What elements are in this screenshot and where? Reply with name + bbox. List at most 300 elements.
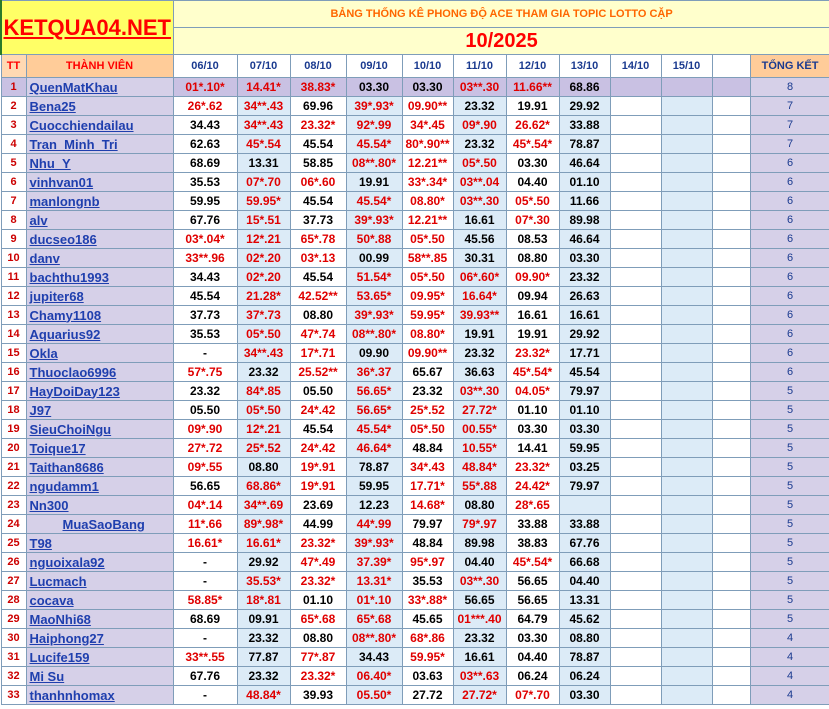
empty-cell bbox=[661, 363, 712, 382]
empty-cell bbox=[661, 686, 712, 705]
header-date: 08/10 bbox=[290, 55, 346, 78]
prediction-cell: 04*.14 bbox=[173, 496, 237, 515]
prediction-cell: 24*.42 bbox=[290, 439, 346, 458]
prediction-cell: 45.54 bbox=[290, 420, 346, 439]
prediction-cell: 55*.88 bbox=[453, 477, 506, 496]
row-number: 31 bbox=[1, 648, 26, 667]
total-score: 7 bbox=[750, 135, 829, 154]
prediction-cell: 01*.10* bbox=[173, 78, 237, 97]
prediction-cell: 29.92 bbox=[237, 553, 290, 572]
table-row bbox=[1, 97, 829, 116]
member-name-link[interactable]: Chamy1108 bbox=[26, 306, 173, 325]
prediction-cell: 53.65* bbox=[346, 287, 402, 306]
member-name-link[interactable]: Toique17 bbox=[26, 439, 173, 458]
prediction-cell: 39.93 bbox=[290, 686, 346, 705]
prediction-cell: 89.98 bbox=[453, 534, 506, 553]
empty-cell bbox=[610, 344, 661, 363]
total-score: 5 bbox=[750, 572, 829, 591]
table-row bbox=[1, 325, 829, 344]
prediction-cell: 04.05* bbox=[506, 382, 559, 401]
prediction-cell: 23.32 bbox=[173, 382, 237, 401]
empty-cell bbox=[661, 477, 712, 496]
empty-cell bbox=[661, 116, 712, 135]
row-number: 14 bbox=[1, 325, 26, 344]
spacer-cell bbox=[712, 192, 750, 211]
prediction-cell: 35.53 bbox=[173, 325, 237, 344]
prediction-cell: 03.25 bbox=[559, 458, 610, 477]
prediction-cell: 47*.49 bbox=[290, 553, 346, 572]
row-number: 18 bbox=[1, 401, 26, 420]
empty-cell bbox=[610, 686, 661, 705]
prediction-cell: 03.30 bbox=[402, 78, 453, 97]
prediction-cell: 45.54 bbox=[559, 363, 610, 382]
prediction-cell: 23.32 bbox=[453, 344, 506, 363]
row-number: 25 bbox=[1, 534, 26, 553]
total-score: 4 bbox=[750, 686, 829, 705]
total-score: 5 bbox=[750, 401, 829, 420]
prediction-cell: 05*.50 bbox=[506, 192, 559, 211]
header-spacer bbox=[712, 55, 750, 78]
prediction-cell: 03**.30 bbox=[453, 78, 506, 97]
header-member: THÀNH VIÊN bbox=[26, 55, 173, 78]
prediction-cell: 35.53 bbox=[402, 572, 453, 591]
prediction-cell: 23.32* bbox=[290, 534, 346, 553]
table-row bbox=[1, 420, 829, 439]
prediction-cell: 23.32* bbox=[290, 667, 346, 686]
empty-cell bbox=[661, 496, 712, 515]
prediction-cell: 16.61* bbox=[237, 534, 290, 553]
empty-cell bbox=[661, 534, 712, 553]
prediction-cell: 01.10 bbox=[290, 591, 346, 610]
prediction-cell: 02*.20 bbox=[237, 249, 290, 268]
spacer-cell bbox=[712, 287, 750, 306]
prediction-cell: 27.72 bbox=[402, 686, 453, 705]
spacer-cell bbox=[712, 477, 750, 496]
prediction-cell: 45.54 bbox=[173, 287, 237, 306]
empty-cell bbox=[661, 325, 712, 344]
prediction-cell: 27.72* bbox=[453, 686, 506, 705]
member-name-link[interactable]: Haiphong27 bbox=[26, 629, 173, 648]
total-score: 5 bbox=[750, 458, 829, 477]
prediction-cell: 69.96 bbox=[290, 97, 346, 116]
prediction-cell: 45*.54* bbox=[506, 135, 559, 154]
total-score: 7 bbox=[750, 116, 829, 135]
prediction-cell: 59.95* bbox=[402, 306, 453, 325]
prediction-cell: 23.32 bbox=[237, 629, 290, 648]
prediction-cell: 08.80* bbox=[402, 192, 453, 211]
prediction-cell: 36.63 bbox=[453, 363, 506, 382]
prediction-cell: 79.97 bbox=[559, 382, 610, 401]
prediction-cell: 45*.54* bbox=[506, 553, 559, 572]
empty-cell bbox=[661, 306, 712, 325]
prediction-cell: 67.76 bbox=[173, 667, 237, 686]
row-number: 16 bbox=[1, 363, 26, 382]
empty-cell bbox=[610, 553, 661, 572]
prediction-cell: 65*.78 bbox=[290, 230, 346, 249]
prediction-cell: 34**.69 bbox=[237, 496, 290, 515]
prediction-cell: 50*.88 bbox=[346, 230, 402, 249]
total-score: 5 bbox=[750, 591, 829, 610]
prediction-cell: 65*.68 bbox=[346, 610, 402, 629]
empty-cell bbox=[610, 458, 661, 477]
spacer-cell bbox=[712, 420, 750, 439]
prediction-cell: 65.67 bbox=[402, 363, 453, 382]
prediction-cell: 33.88 bbox=[559, 515, 610, 534]
table-row bbox=[1, 572, 829, 591]
empty-cell bbox=[610, 135, 661, 154]
prediction-cell: 03.30 bbox=[559, 686, 610, 705]
member-name-link[interactable]: Lucmach bbox=[26, 572, 173, 591]
empty-cell bbox=[610, 401, 661, 420]
member-name-link[interactable]: MuaSaoBang bbox=[26, 515, 173, 534]
prediction-cell: 34.43 bbox=[173, 116, 237, 135]
member-name-link[interactable]: jupiter68 bbox=[26, 287, 173, 306]
prediction-cell: 45*.54 bbox=[237, 135, 290, 154]
empty-cell bbox=[661, 420, 712, 439]
row-number: 17 bbox=[1, 382, 26, 401]
empty-cell bbox=[610, 610, 661, 629]
row-number: 11 bbox=[1, 268, 26, 287]
prediction-cell: 47*.74 bbox=[290, 325, 346, 344]
total-score: 6 bbox=[750, 192, 829, 211]
table-row bbox=[1, 135, 829, 154]
member-name-link[interactable]: cocava bbox=[26, 591, 173, 610]
empty-cell bbox=[610, 667, 661, 686]
row-number: 19 bbox=[1, 420, 26, 439]
prediction-cell: 37.39* bbox=[346, 553, 402, 572]
table-row bbox=[1, 268, 829, 287]
total-score: 8 bbox=[750, 78, 829, 97]
empty-cell bbox=[661, 344, 712, 363]
prediction-cell: 35.53 bbox=[173, 173, 237, 192]
prediction-cell: 05*.50 bbox=[402, 420, 453, 439]
prediction-cell: 48.84* bbox=[453, 458, 506, 477]
empty-cell bbox=[610, 382, 661, 401]
member-name-link[interactable]: HayDoiDay123 bbox=[26, 382, 173, 401]
prediction-cell: 68.69 bbox=[173, 154, 237, 173]
prediction-cell: 08.80 bbox=[453, 496, 506, 515]
spacer-cell bbox=[712, 249, 750, 268]
member-name-link[interactable]: Tran_Minh_Tri bbox=[26, 135, 173, 154]
total-score: 5 bbox=[750, 420, 829, 439]
empty-cell bbox=[661, 439, 712, 458]
spacer-cell bbox=[712, 591, 750, 610]
prediction-cell: 23.32* bbox=[506, 458, 559, 477]
prediction-cell: 39*.93* bbox=[346, 97, 402, 116]
table-row bbox=[1, 610, 829, 629]
prediction-cell: 34*.45 bbox=[402, 116, 453, 135]
prediction-cell: 95*.97 bbox=[402, 553, 453, 572]
member-name-link[interactable]: vinhvan01 bbox=[26, 173, 173, 192]
prediction-cell: 46.64* bbox=[346, 439, 402, 458]
spacer-cell bbox=[712, 515, 750, 534]
empty-cell bbox=[610, 211, 661, 230]
prediction-cell: 16.61 bbox=[506, 306, 559, 325]
prediction-cell: 59.95 bbox=[173, 192, 237, 211]
member-name-link[interactable]: T98 bbox=[26, 534, 173, 553]
total-score: 6 bbox=[750, 211, 829, 230]
empty-cell bbox=[661, 97, 712, 116]
total-score: 5 bbox=[750, 610, 829, 629]
table-row bbox=[1, 173, 829, 192]
prediction-cell: 68.69 bbox=[173, 610, 237, 629]
prediction-cell: 16.61 bbox=[559, 306, 610, 325]
empty-cell bbox=[610, 439, 661, 458]
prediction-cell: 37.73 bbox=[290, 211, 346, 230]
empty-cell bbox=[661, 173, 712, 192]
spacer-cell bbox=[712, 439, 750, 458]
table-row bbox=[1, 534, 829, 553]
member-name-link[interactable]: Lucife159 bbox=[26, 648, 173, 667]
prediction-cell: 07*.70 bbox=[506, 686, 559, 705]
empty-cell bbox=[610, 230, 661, 249]
prediction-cell: 08.80* bbox=[402, 325, 453, 344]
total-score: 7 bbox=[750, 97, 829, 116]
spacer-cell bbox=[712, 534, 750, 553]
row-number: 13 bbox=[1, 306, 26, 325]
prediction-cell: 57*.75 bbox=[173, 363, 237, 382]
prediction-cell: 12.23 bbox=[346, 496, 402, 515]
member-name-link[interactable]: Taithan8686 bbox=[26, 458, 173, 477]
spacer-cell bbox=[712, 629, 750, 648]
prediction-cell: 01.10 bbox=[559, 173, 610, 192]
spacer-cell bbox=[712, 306, 750, 325]
empty-cell bbox=[610, 420, 661, 439]
table-row bbox=[1, 496, 829, 515]
prediction-cell: 10.55* bbox=[453, 439, 506, 458]
empty-cell bbox=[661, 610, 712, 629]
header-date: 10/10 bbox=[402, 55, 453, 78]
row-number: 20 bbox=[1, 439, 26, 458]
prediction-cell: 23.32* bbox=[290, 116, 346, 135]
prediction-cell: 62.63 bbox=[173, 135, 237, 154]
total-score: 6 bbox=[750, 325, 829, 344]
total-score: 5 bbox=[750, 534, 829, 553]
header-date: 07/10 bbox=[237, 55, 290, 78]
prediction-cell: 35.53* bbox=[237, 572, 290, 591]
prediction-cell: 12*.21 bbox=[237, 230, 290, 249]
site-logo[interactable]: KETQUA04.NET bbox=[1, 1, 173, 55]
prediction-cell: 23.32 bbox=[237, 363, 290, 382]
prediction-cell: 37*.73 bbox=[237, 306, 290, 325]
spacer-cell bbox=[712, 382, 750, 401]
prediction-cell: 08**.80* bbox=[346, 154, 402, 173]
prediction-cell: 59.95 bbox=[559, 439, 610, 458]
empty-cell bbox=[610, 591, 661, 610]
prediction-cell: 67.76 bbox=[559, 534, 610, 553]
member-name-link[interactable]: manlongnb bbox=[26, 192, 173, 211]
table-row bbox=[1, 629, 829, 648]
member-name-link[interactable]: QuenMatKhau bbox=[26, 78, 173, 97]
prediction-cell: 03.30 bbox=[559, 249, 610, 268]
prediction-cell: 58.85 bbox=[290, 154, 346, 173]
prediction-cell: 13.31 bbox=[559, 591, 610, 610]
table-row bbox=[1, 344, 829, 363]
prediction-cell: 79*.97 bbox=[453, 515, 506, 534]
row-number: 5 bbox=[1, 154, 26, 173]
member-name-link[interactable]: ngudamm1 bbox=[26, 477, 173, 496]
prediction-cell: 04.40 bbox=[559, 572, 610, 591]
spacer-cell bbox=[712, 344, 750, 363]
prediction-cell: 79.97 bbox=[402, 515, 453, 534]
member-name-link[interactable]: nguoixala92 bbox=[26, 553, 173, 572]
empty-cell bbox=[661, 268, 712, 287]
prediction-cell: 23.32 bbox=[453, 629, 506, 648]
prediction-cell: 16.61* bbox=[173, 534, 237, 553]
prediction-cell: 42.52** bbox=[290, 287, 346, 306]
prediction-cell: 26.63 bbox=[559, 287, 610, 306]
prediction-cell: 68*.86 bbox=[402, 629, 453, 648]
empty-cell bbox=[610, 572, 661, 591]
member-name-link[interactable]: Okla bbox=[26, 344, 173, 363]
prediction-cell: 05*.50 bbox=[402, 230, 453, 249]
member-name-link[interactable]: Nn300 bbox=[26, 496, 173, 515]
member-name-link[interactable]: thanhnhomax bbox=[26, 686, 173, 705]
prediction-cell: 00.99 bbox=[346, 249, 402, 268]
prediction-cell: 18*.81 bbox=[237, 591, 290, 610]
prediction-cell: 56.65* bbox=[346, 382, 402, 401]
prediction-cell: 03**.63 bbox=[453, 667, 506, 686]
prediction-cell: 23.32* bbox=[506, 344, 559, 363]
member-name-link[interactable]: Thuoclao6996 bbox=[26, 363, 173, 382]
row-number: 15 bbox=[1, 344, 26, 363]
prediction-cell: 33*.88* bbox=[402, 591, 453, 610]
prediction-cell: 05*.50 bbox=[237, 401, 290, 420]
total-score: 6 bbox=[750, 249, 829, 268]
member-name-link[interactable]: danv bbox=[26, 249, 173, 268]
total-score: 5 bbox=[750, 515, 829, 534]
prediction-cell: 48.84 bbox=[402, 534, 453, 553]
prediction-cell: 09.94 bbox=[506, 287, 559, 306]
prediction-cell bbox=[559, 496, 610, 515]
empty-cell bbox=[610, 154, 661, 173]
prediction-cell: 59.95 bbox=[346, 477, 402, 496]
prediction-cell: 12.21** bbox=[402, 154, 453, 173]
spacer-cell bbox=[712, 667, 750, 686]
prediction-cell: 56.65 bbox=[173, 477, 237, 496]
header-tt: TT bbox=[1, 55, 26, 78]
prediction-cell: 11.66** bbox=[506, 78, 559, 97]
member-name-link[interactable]: Mi Su bbox=[26, 667, 173, 686]
prediction-cell: 03**.30 bbox=[453, 572, 506, 591]
prediction-cell: 17*.71 bbox=[290, 344, 346, 363]
header-total: TỔNG KẾT bbox=[750, 55, 829, 78]
header-date: 12/10 bbox=[506, 55, 559, 78]
row-number: 9 bbox=[1, 230, 26, 249]
prediction-cell: 05.50 bbox=[173, 401, 237, 420]
spacer-cell bbox=[712, 173, 750, 192]
empty-cell bbox=[661, 78, 712, 97]
prediction-cell: 19.91 bbox=[506, 97, 559, 116]
prediction-cell: 03.30 bbox=[346, 78, 402, 97]
header-date: 13/10 bbox=[559, 55, 610, 78]
prediction-cell: 17.71 bbox=[559, 344, 610, 363]
prediction-cell: 06.24 bbox=[506, 667, 559, 686]
spacer-cell bbox=[712, 230, 750, 249]
prediction-cell: 07*.70 bbox=[237, 173, 290, 192]
prediction-cell: 34.43 bbox=[173, 268, 237, 287]
total-score: 6 bbox=[750, 230, 829, 249]
prediction-cell: 58**.85 bbox=[402, 249, 453, 268]
member-name-link[interactable]: SieuChoiNgu bbox=[26, 420, 173, 439]
total-score: 6 bbox=[750, 268, 829, 287]
empty-cell bbox=[661, 648, 712, 667]
prediction-cell: 34**.43 bbox=[237, 97, 290, 116]
prediction-cell: 08**.80* bbox=[346, 325, 402, 344]
empty-cell bbox=[661, 667, 712, 686]
prediction-cell: 39.93** bbox=[453, 306, 506, 325]
prediction-cell: 46.64 bbox=[559, 230, 610, 249]
spacer-cell bbox=[712, 648, 750, 667]
prediction-cell: 23.32 bbox=[237, 667, 290, 686]
row-number: 21 bbox=[1, 458, 26, 477]
prediction-cell: 79.97 bbox=[559, 477, 610, 496]
prediction-cell: 39*.93* bbox=[346, 211, 402, 230]
prediction-cell: 19.91 bbox=[506, 325, 559, 344]
table-row bbox=[1, 439, 829, 458]
table-row bbox=[1, 230, 829, 249]
member-name-link[interactable]: ducseo186 bbox=[26, 230, 173, 249]
prediction-cell: 04.40 bbox=[453, 553, 506, 572]
header-date: 06/10 bbox=[173, 55, 237, 78]
prediction-cell: 09.91 bbox=[237, 610, 290, 629]
prediction-cell: 05*.50 bbox=[237, 325, 290, 344]
prediction-cell: 13.31 bbox=[237, 154, 290, 173]
member-name-link[interactable]: Nhu_Y bbox=[26, 154, 173, 173]
member-name-link[interactable]: bachthu1993 bbox=[26, 268, 173, 287]
header-row bbox=[1, 55, 829, 78]
prediction-cell: 33.88 bbox=[559, 116, 610, 135]
empty-cell bbox=[610, 648, 661, 667]
member-name-link[interactable]: J97 bbox=[26, 401, 173, 420]
table-row bbox=[1, 363, 829, 382]
member-name-link[interactable]: Cuocchiendailau bbox=[26, 116, 173, 135]
prediction-cell: 14.68* bbox=[402, 496, 453, 515]
spacer-cell bbox=[712, 116, 750, 135]
prediction-cell: 16.61 bbox=[453, 648, 506, 667]
spacer-cell bbox=[712, 572, 750, 591]
row-number: 1 bbox=[1, 78, 26, 97]
prediction-cell: 67.76 bbox=[173, 211, 237, 230]
prediction-cell: 07*.30 bbox=[506, 211, 559, 230]
prediction-cell: 09.90** bbox=[402, 97, 453, 116]
member-name-link[interactable]: alv bbox=[26, 211, 173, 230]
prediction-cell: 77*.87 bbox=[290, 648, 346, 667]
prediction-cell: 45.56 bbox=[453, 230, 506, 249]
prediction-cell: 06.24 bbox=[559, 667, 610, 686]
prediction-cell: 23.32 bbox=[402, 382, 453, 401]
prediction-cell: 89*.98* bbox=[237, 515, 290, 534]
prediction-cell: 39*.93* bbox=[346, 534, 402, 553]
total-score: 4 bbox=[750, 667, 829, 686]
total-score: 6 bbox=[750, 154, 829, 173]
spacer-cell bbox=[712, 268, 750, 287]
header-date: 09/10 bbox=[346, 55, 402, 78]
prediction-cell: 19.91 bbox=[453, 325, 506, 344]
prediction-cell: 23.69 bbox=[290, 496, 346, 515]
empty-cell bbox=[610, 268, 661, 287]
member-name-link[interactable]: MaoNhi68 bbox=[26, 610, 173, 629]
row-number: 30 bbox=[1, 629, 26, 648]
prediction-cell: 56.65 bbox=[506, 591, 559, 610]
prediction-cell: 34*.43 bbox=[402, 458, 453, 477]
prediction-cell: 09.90* bbox=[506, 268, 559, 287]
table-row bbox=[1, 382, 829, 401]
member-name-link[interactable]: Aquarius92 bbox=[26, 325, 173, 344]
member-name-link[interactable]: Bena25 bbox=[26, 97, 173, 116]
table-row bbox=[1, 648, 829, 667]
prediction-cell: 45.65 bbox=[402, 610, 453, 629]
